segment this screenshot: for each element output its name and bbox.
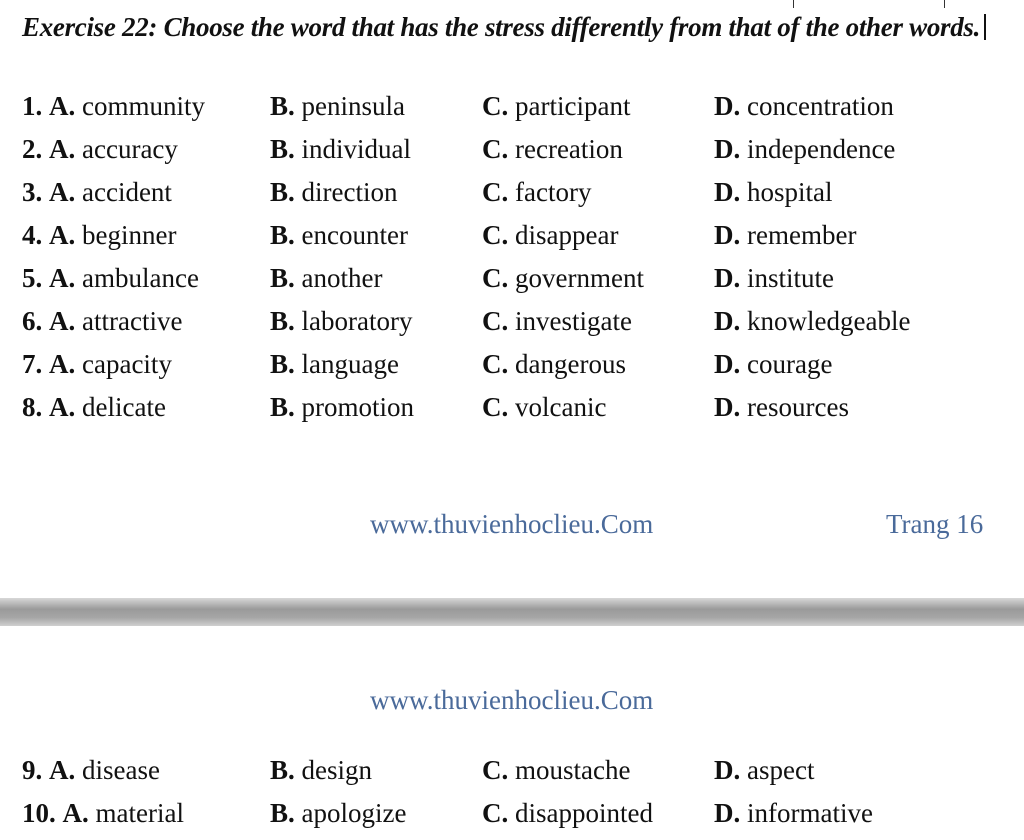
- option-c: [482, 86, 630, 126]
- option-label: C.: [482, 349, 509, 379]
- option-word: laboratory: [301, 306, 413, 336]
- option-c: [482, 301, 632, 341]
- option-label: A.: [49, 392, 76, 422]
- option-label: B.: [270, 349, 295, 379]
- option-label: C.: [482, 755, 509, 785]
- option-a: [22, 750, 160, 790]
- option-label: B.: [270, 134, 295, 164]
- option-label: C.: [482, 263, 509, 293]
- option-word: institute: [747, 263, 834, 293]
- option-c: [482, 172, 591, 212]
- option-label: B.: [270, 798, 295, 828]
- option-word: community: [82, 91, 205, 121]
- option-label: D.: [714, 755, 741, 785]
- question-row: [0, 344, 1024, 384]
- option-c: [482, 129, 623, 169]
- option-label: C.: [482, 91, 509, 121]
- option-word: another: [301, 263, 383, 293]
- option-d: [714, 172, 833, 212]
- option-word: disease: [82, 755, 160, 785]
- option-a: [22, 215, 176, 255]
- option-word: independence: [747, 134, 896, 164]
- option-label: B.: [270, 755, 295, 785]
- question-number: 3.: [22, 177, 43, 207]
- option-d: [714, 301, 910, 341]
- option-word: moustache: [515, 755, 631, 785]
- option-label: B.: [270, 220, 295, 250]
- option-d: [714, 750, 814, 790]
- option-label: C.: [482, 798, 509, 828]
- option-word: investigate: [515, 306, 632, 336]
- option-label: C.: [482, 306, 509, 336]
- question-number: 2.: [22, 134, 43, 164]
- option-b: [270, 793, 406, 833]
- option-word: design: [301, 755, 373, 785]
- question-number: 9.: [22, 755, 43, 785]
- option-b: [270, 172, 397, 212]
- option-d: [714, 793, 873, 833]
- option-d: [714, 387, 849, 427]
- option-label: D.: [714, 220, 741, 250]
- option-label: A.: [49, 91, 76, 121]
- option-word: accuracy: [82, 134, 178, 164]
- question-number: 8.: [22, 392, 43, 422]
- option-word: government: [515, 263, 644, 293]
- option-word: recreation: [515, 134, 623, 164]
- option-b: [270, 301, 412, 341]
- page-separator: [0, 598, 1024, 626]
- option-a: [22, 129, 178, 169]
- question-number: 7.: [22, 349, 43, 379]
- option-word: beginner: [82, 220, 177, 250]
- question-number: 6.: [22, 306, 43, 336]
- option-word: language: [301, 349, 399, 379]
- option-c: [482, 387, 606, 427]
- option-a: [22, 86, 205, 126]
- exercise-title: [22, 6, 1007, 48]
- option-word: encounter: [301, 220, 408, 250]
- option-c: [482, 344, 626, 384]
- option-word: dangerous: [515, 349, 626, 379]
- option-word: factory: [515, 177, 592, 207]
- question-number: 4.: [22, 220, 43, 250]
- option-d: [714, 258, 834, 298]
- question-number: 5.: [22, 263, 43, 293]
- option-word: volcanic: [515, 392, 607, 422]
- option-word: participant: [515, 91, 631, 121]
- option-a: [22, 258, 199, 298]
- option-a: [22, 793, 184, 833]
- option-a: [22, 172, 172, 212]
- option-word: direction: [301, 177, 398, 207]
- option-word: informative: [747, 798, 873, 828]
- question-row: [0, 793, 1024, 833]
- option-word: accident: [82, 177, 172, 207]
- option-b: [270, 129, 411, 169]
- option-a: [22, 387, 166, 427]
- option-word: ambulance: [82, 263, 199, 293]
- option-d: [714, 344, 832, 384]
- option-b: [270, 215, 408, 255]
- option-label: C.: [482, 392, 509, 422]
- option-c: [482, 793, 653, 833]
- option-label: C.: [482, 177, 509, 207]
- option-word: aspect: [747, 755, 815, 785]
- option-c: [482, 750, 630, 790]
- footer-website: www.thuvienhoclieu.Com: [370, 509, 654, 539]
- question-row: [0, 129, 1024, 169]
- option-label: D.: [714, 177, 741, 207]
- option-b: [270, 750, 372, 790]
- option-label: D.: [714, 263, 741, 293]
- option-word: individual: [301, 134, 412, 164]
- option-word: remember: [747, 220, 857, 250]
- option-label: B.: [270, 306, 295, 336]
- option-b: [270, 258, 382, 298]
- option-word: delicate: [82, 392, 166, 422]
- option-word: capacity: [82, 349, 172, 379]
- question-row: [0, 258, 1024, 298]
- option-d: [714, 86, 894, 126]
- question-row: [0, 172, 1024, 212]
- option-word: disappointed: [515, 798, 653, 828]
- question-number: 1.: [22, 91, 43, 121]
- option-label: B.: [270, 177, 295, 207]
- option-word: hospital: [747, 177, 833, 207]
- question-row: [0, 301, 1024, 341]
- option-d: [714, 215, 856, 255]
- option-a: [22, 344, 172, 384]
- option-word: resources: [747, 392, 849, 422]
- option-a: [22, 301, 182, 341]
- question-row: [0, 387, 1024, 427]
- header-website: www.thuvienhoclieu.Com: [370, 685, 654, 715]
- option-label: D.: [714, 392, 741, 422]
- option-label: D.: [714, 134, 741, 164]
- footer-page-number: Trang 16: [886, 509, 984, 539]
- option-label: A.: [49, 134, 76, 164]
- option-word: knowledgeable: [747, 306, 911, 336]
- option-label: D.: [714, 306, 741, 336]
- option-word: material: [95, 798, 184, 828]
- option-word: promotion: [301, 392, 415, 422]
- option-c: [482, 215, 618, 255]
- option-word: courage: [747, 349, 833, 379]
- option-label: C.: [482, 220, 509, 250]
- option-label: B.: [270, 263, 295, 293]
- option-label: A.: [62, 798, 89, 828]
- option-label: A.: [49, 349, 76, 379]
- option-label: B.: [270, 91, 295, 121]
- option-word: attractive: [82, 306, 183, 336]
- option-word: disappear: [515, 220, 619, 250]
- option-label: A.: [49, 263, 76, 293]
- option-label: D.: [714, 349, 741, 379]
- question-row: [0, 215, 1024, 255]
- document-page-17: [0, 626, 1024, 840]
- option-label: A.: [49, 755, 76, 785]
- option-b: [270, 344, 399, 384]
- question-row: [0, 86, 1024, 126]
- option-word: concentration: [747, 91, 894, 121]
- option-label: A.: [49, 220, 76, 250]
- option-c: [482, 258, 644, 298]
- text-cursor: [984, 14, 986, 40]
- option-label: A.: [49, 306, 76, 336]
- option-label: A.: [49, 177, 76, 207]
- option-word: peninsula: [301, 91, 405, 121]
- option-label: D.: [714, 91, 741, 121]
- question-number: 10.: [22, 798, 56, 828]
- question-row: [0, 750, 1024, 790]
- option-label: B.: [270, 392, 295, 422]
- option-word: apologize: [301, 798, 407, 828]
- option-label: C.: [482, 134, 509, 164]
- exercise-title-text: Exercise 22: Choose the word that has the stress differently from that of the other words.: [22, 12, 981, 42]
- option-label: D.: [714, 798, 741, 828]
- option-d: [714, 129, 895, 169]
- option-b: [270, 387, 414, 427]
- option-b: [270, 86, 405, 126]
